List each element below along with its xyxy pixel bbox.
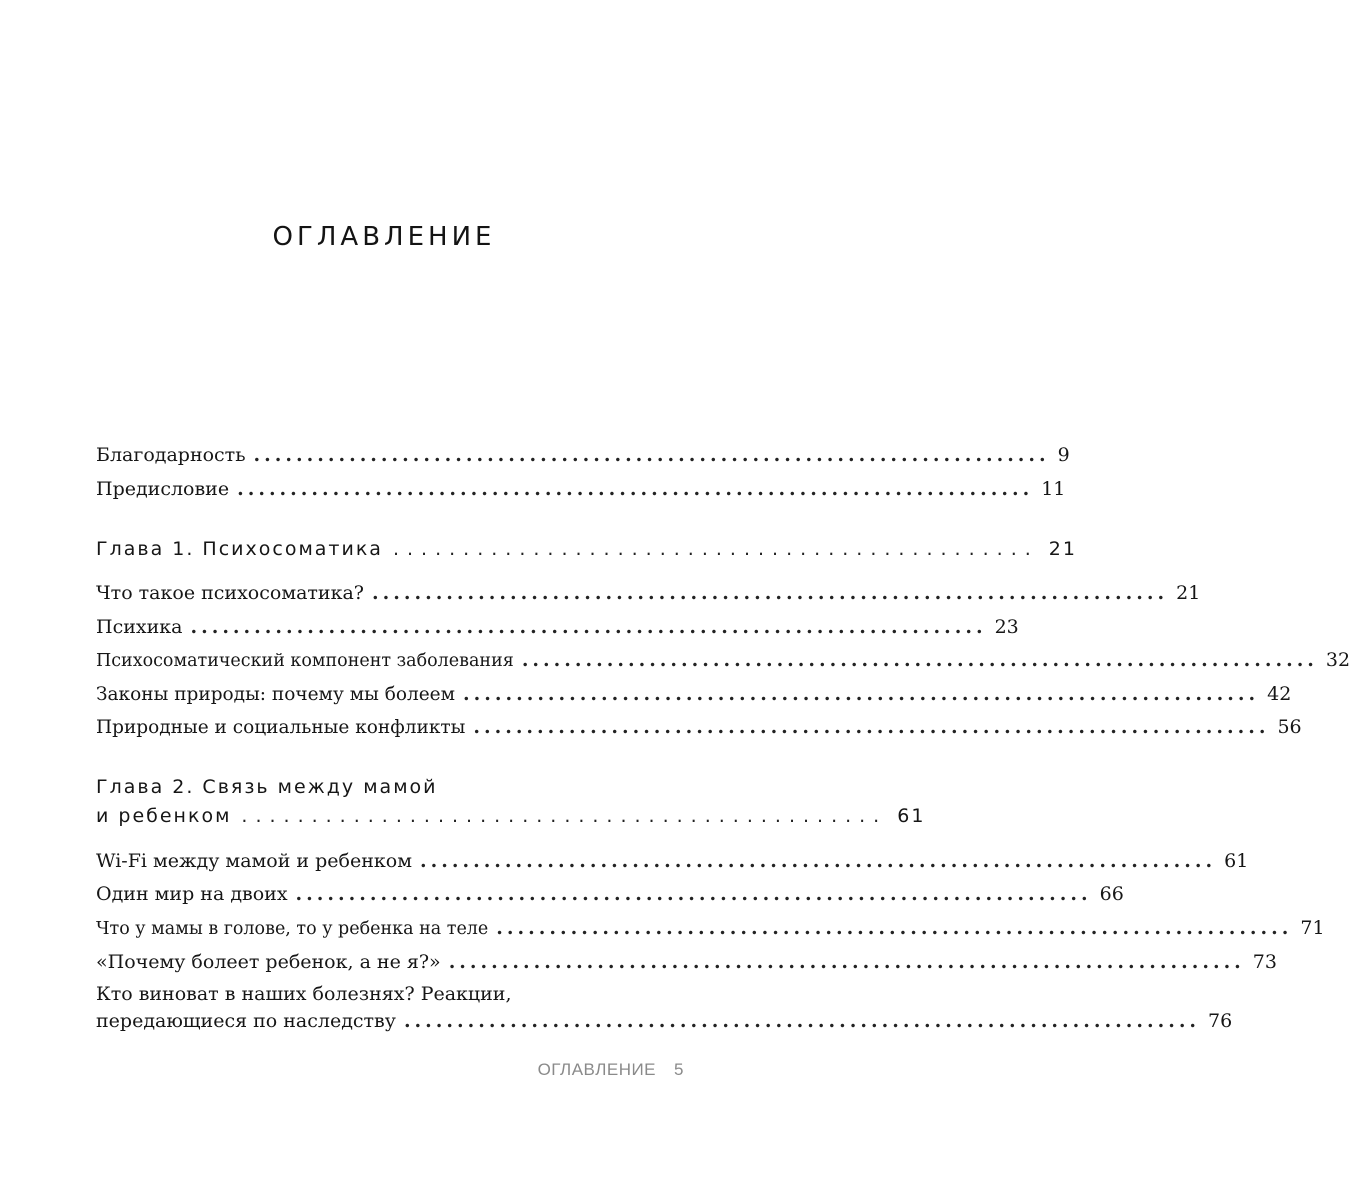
chapter-heading [96,534,1077,564]
toc-entry [96,440,1070,470]
toc-entry [96,913,1325,943]
toc-entry [96,679,1292,709]
toc-entry-page: 61 [1224,850,1249,872]
toc-entry-page: 11 [1041,478,1066,500]
dot-leader: ........................................................................... [473,716,1270,738]
footer-section-title: ОГЛАВЛЕНИЕ [537,1060,657,1079]
dot-leader: ........................................................................... [403,1010,1201,1032]
toc-entry-label: Психосоматический компонент заболевания [96,651,514,671]
toc-entry-page: 42 [1267,683,1292,705]
dot-leader: ........................................................................... [295,883,1092,905]
toc-entry-label: Что такое психосоматика? [96,582,364,604]
toc-entry-label: Природные и социальные конфликты [96,717,466,738]
toc-entry-label: передающиеся по наследству [96,1010,396,1032]
toc-entry-label-line: Кто виноват в наших болезнях? Реакции, [96,983,512,1005]
dot-leader: ........................................................................... [190,616,987,638]
dot-leader: ........................................................................... [420,850,1217,872]
toc-entry-label: Один мир на двоих [96,883,288,905]
dot-leader: ........................................................................... [253,444,1050,466]
toc-entry-page: 71 [1300,917,1325,939]
toc-entry [96,645,1350,675]
toc-entry-page: 73 [1252,951,1277,973]
page-title: ОГЛАВЛЕНИЕ [272,222,496,252]
footer-page-number: 5 [674,1060,684,1079]
toc-entry [96,1006,1233,1036]
chapter-page: 21 [1048,538,1077,560]
dot-leader: ........................................................................... [496,917,1293,939]
toc-entry-page: 66 [1099,883,1124,905]
toc-entry-page: 9 [1057,444,1070,466]
dot-leader: ........................................................................... [463,683,1260,705]
toc-entry-page: 23 [994,616,1019,638]
toc-entry-label: Предисловие [96,478,230,500]
toc-entry [96,879,1124,909]
chapter-label: Глава 1. Психосоматика [96,538,383,560]
toc-entry-label: Что у мамы в голове, то у ребенка на теле [96,919,489,939]
toc-entry [96,846,1249,876]
toc-entry [96,947,1277,977]
toc-entry-page: 56 [1277,716,1302,738]
dot-leader: .............................................. [241,805,888,827]
toc-entry [96,578,1201,608]
toc-entry [96,474,1066,504]
toc-entry-label: Благодарность [96,444,246,466]
toc-entry-page: 32 [1325,649,1350,671]
toc-entry [96,712,1302,742]
dot-leader: .............................................. [392,538,1039,560]
chapter-page: 61 [897,805,926,827]
dot-leader: ........................................................................... [448,951,1245,973]
toc-entry-page: 76 [1208,1010,1233,1032]
toc-entry-page: 21 [1176,582,1201,604]
running-footer [0,1060,684,1080]
chapter-label: и ребенком [96,805,232,827]
chapter-heading [96,801,926,831]
toc-entry-label: Законы природы: почему мы болеем [96,684,456,705]
toc-entry-label: «Почему болеет ребенок, а не я?» [96,951,441,973]
dot-leader: ........................................................................... [521,649,1318,671]
dot-leader: ........................................................................... [372,582,1169,604]
dot-leader: ........................................................................... [237,478,1034,500]
toc-entry-label: Психика [96,616,183,638]
toc-entry [96,612,1019,642]
chapter-label-line: Глава 2. Связь между мамой [96,776,438,798]
toc-entry-label: Wi-Fi между мамой и ребенком [96,850,412,872]
